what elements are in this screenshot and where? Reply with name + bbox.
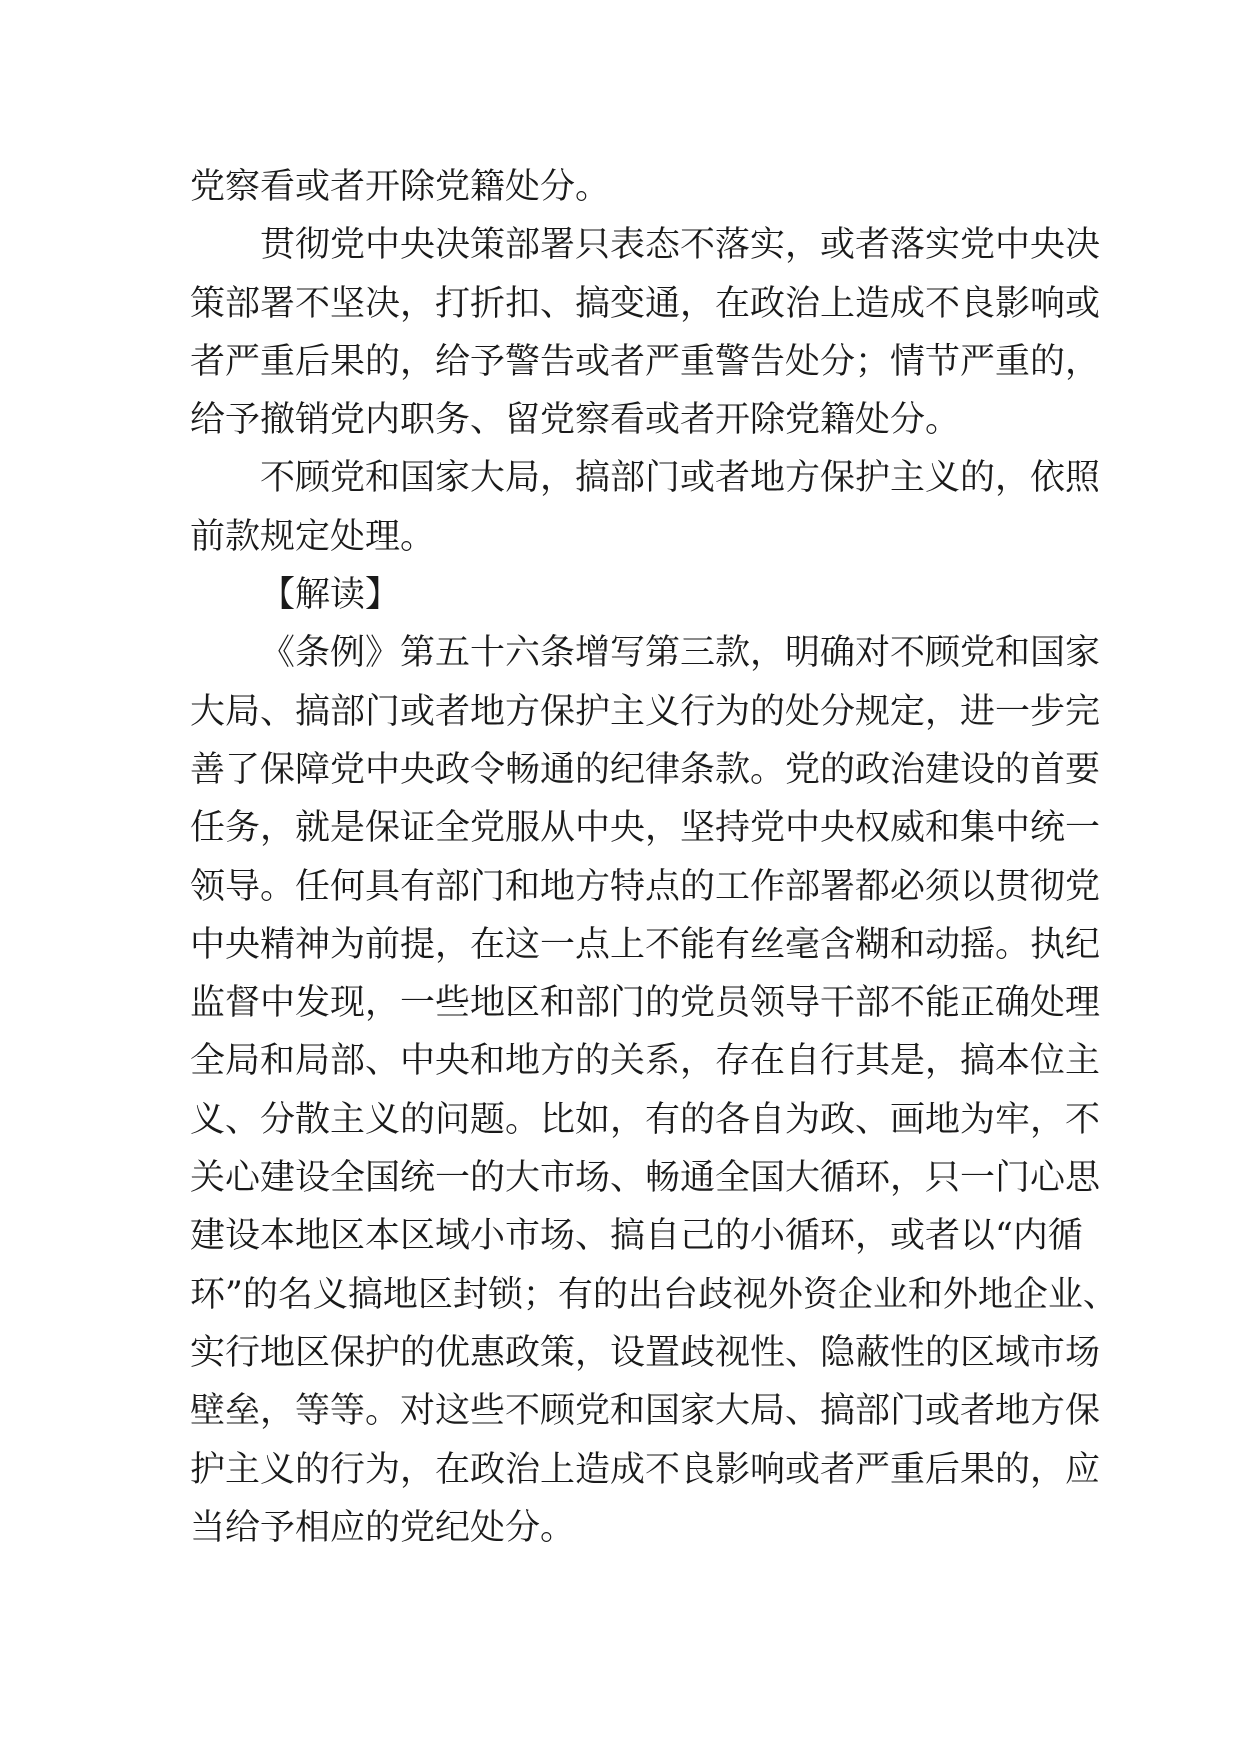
text-line: 者严重后果的，给予警告或者严重警告处分；情节严重的，	[190, 341, 1101, 382]
paragraph	[190, 449, 1101, 566]
text-line: 善了保障党中央政令畅通的纪律条款。党的政治建设的首要	[190, 749, 1101, 790]
text-line: 《条例》第五十六条增写第三款，明确对不顾党和国家	[260, 633, 1101, 674]
text-line: 党察看或者开除党籍处分。	[190, 167, 611, 207]
text-line: 贯彻党中央决策部署只表态不落实，或者落实党中央决	[260, 225, 1101, 266]
text-line: 监督中发现，一些地区和部门的党员领导干部不能正确处理	[190, 983, 1101, 1024]
paragraph	[190, 624, 1118, 1557]
text-line: 建设本地区本区域小市场、搞自己的小循环，或者以“内循	[190, 1216, 1083, 1257]
text-line: 义、分散主义的问题。比如，有的各自为政、画地为牢，不	[190, 1099, 1101, 1140]
text-line: 壁垒，等等。对这些不顾党和国家大局、搞部门或者地方保	[190, 1391, 1101, 1432]
text-line: 中央精神为前提，在这一点上不能有丝毫含糊和动摇。执纪	[190, 924, 1101, 965]
text-line: 护主义的行为，在政治上造成不良影响或者严重后果的，应	[190, 1449, 1101, 1490]
text-line: 任务，就是保证全党服从中央，坚持党中央权威和集中统一	[190, 808, 1101, 849]
text-line: 实行地区保护的优惠政策，设置歧视性、隐蔽性的区域市场	[190, 1332, 1101, 1373]
section-heading	[190, 566, 1060, 624]
text-line: 策部署不坚决，打折扣、搞变通，在政治上造成不良影响或	[190, 283, 1101, 324]
text-line: 给予撤销党内职务、留党察看或者开除党籍处分。	[190, 400, 961, 441]
text-line: 大局、搞部门或者地方保护主义行为的处分规定，进一步完	[190, 691, 1101, 732]
text-line: 领导。任何具有部门和地方特点的工作部署都必须以贯彻党	[190, 866, 1101, 907]
document-body	[190, 158, 1118, 1557]
text-line: 前款规定处理。	[190, 516, 436, 557]
paragraph	[190, 216, 1101, 449]
text-line: 不顾党和国家大局，搞部门或者地方保护主义的，依照	[260, 458, 1101, 499]
text-line: 环”的名义搞地区封锁；有的出台歧视外资企业和外地企业、	[190, 1274, 1118, 1315]
text-line: 全局和局部、中央和地方的关系，存在自行其是，搞本位主	[190, 1041, 1101, 1082]
text-line: 【解读】	[260, 575, 401, 616]
paragraph	[190, 158, 1060, 216]
text-line: 关心建设全国统一的大市场、畅通全国大循环，只一门心思	[190, 1158, 1101, 1199]
text-line: 当给予相应的党纪处分。	[190, 1507, 576, 1548]
